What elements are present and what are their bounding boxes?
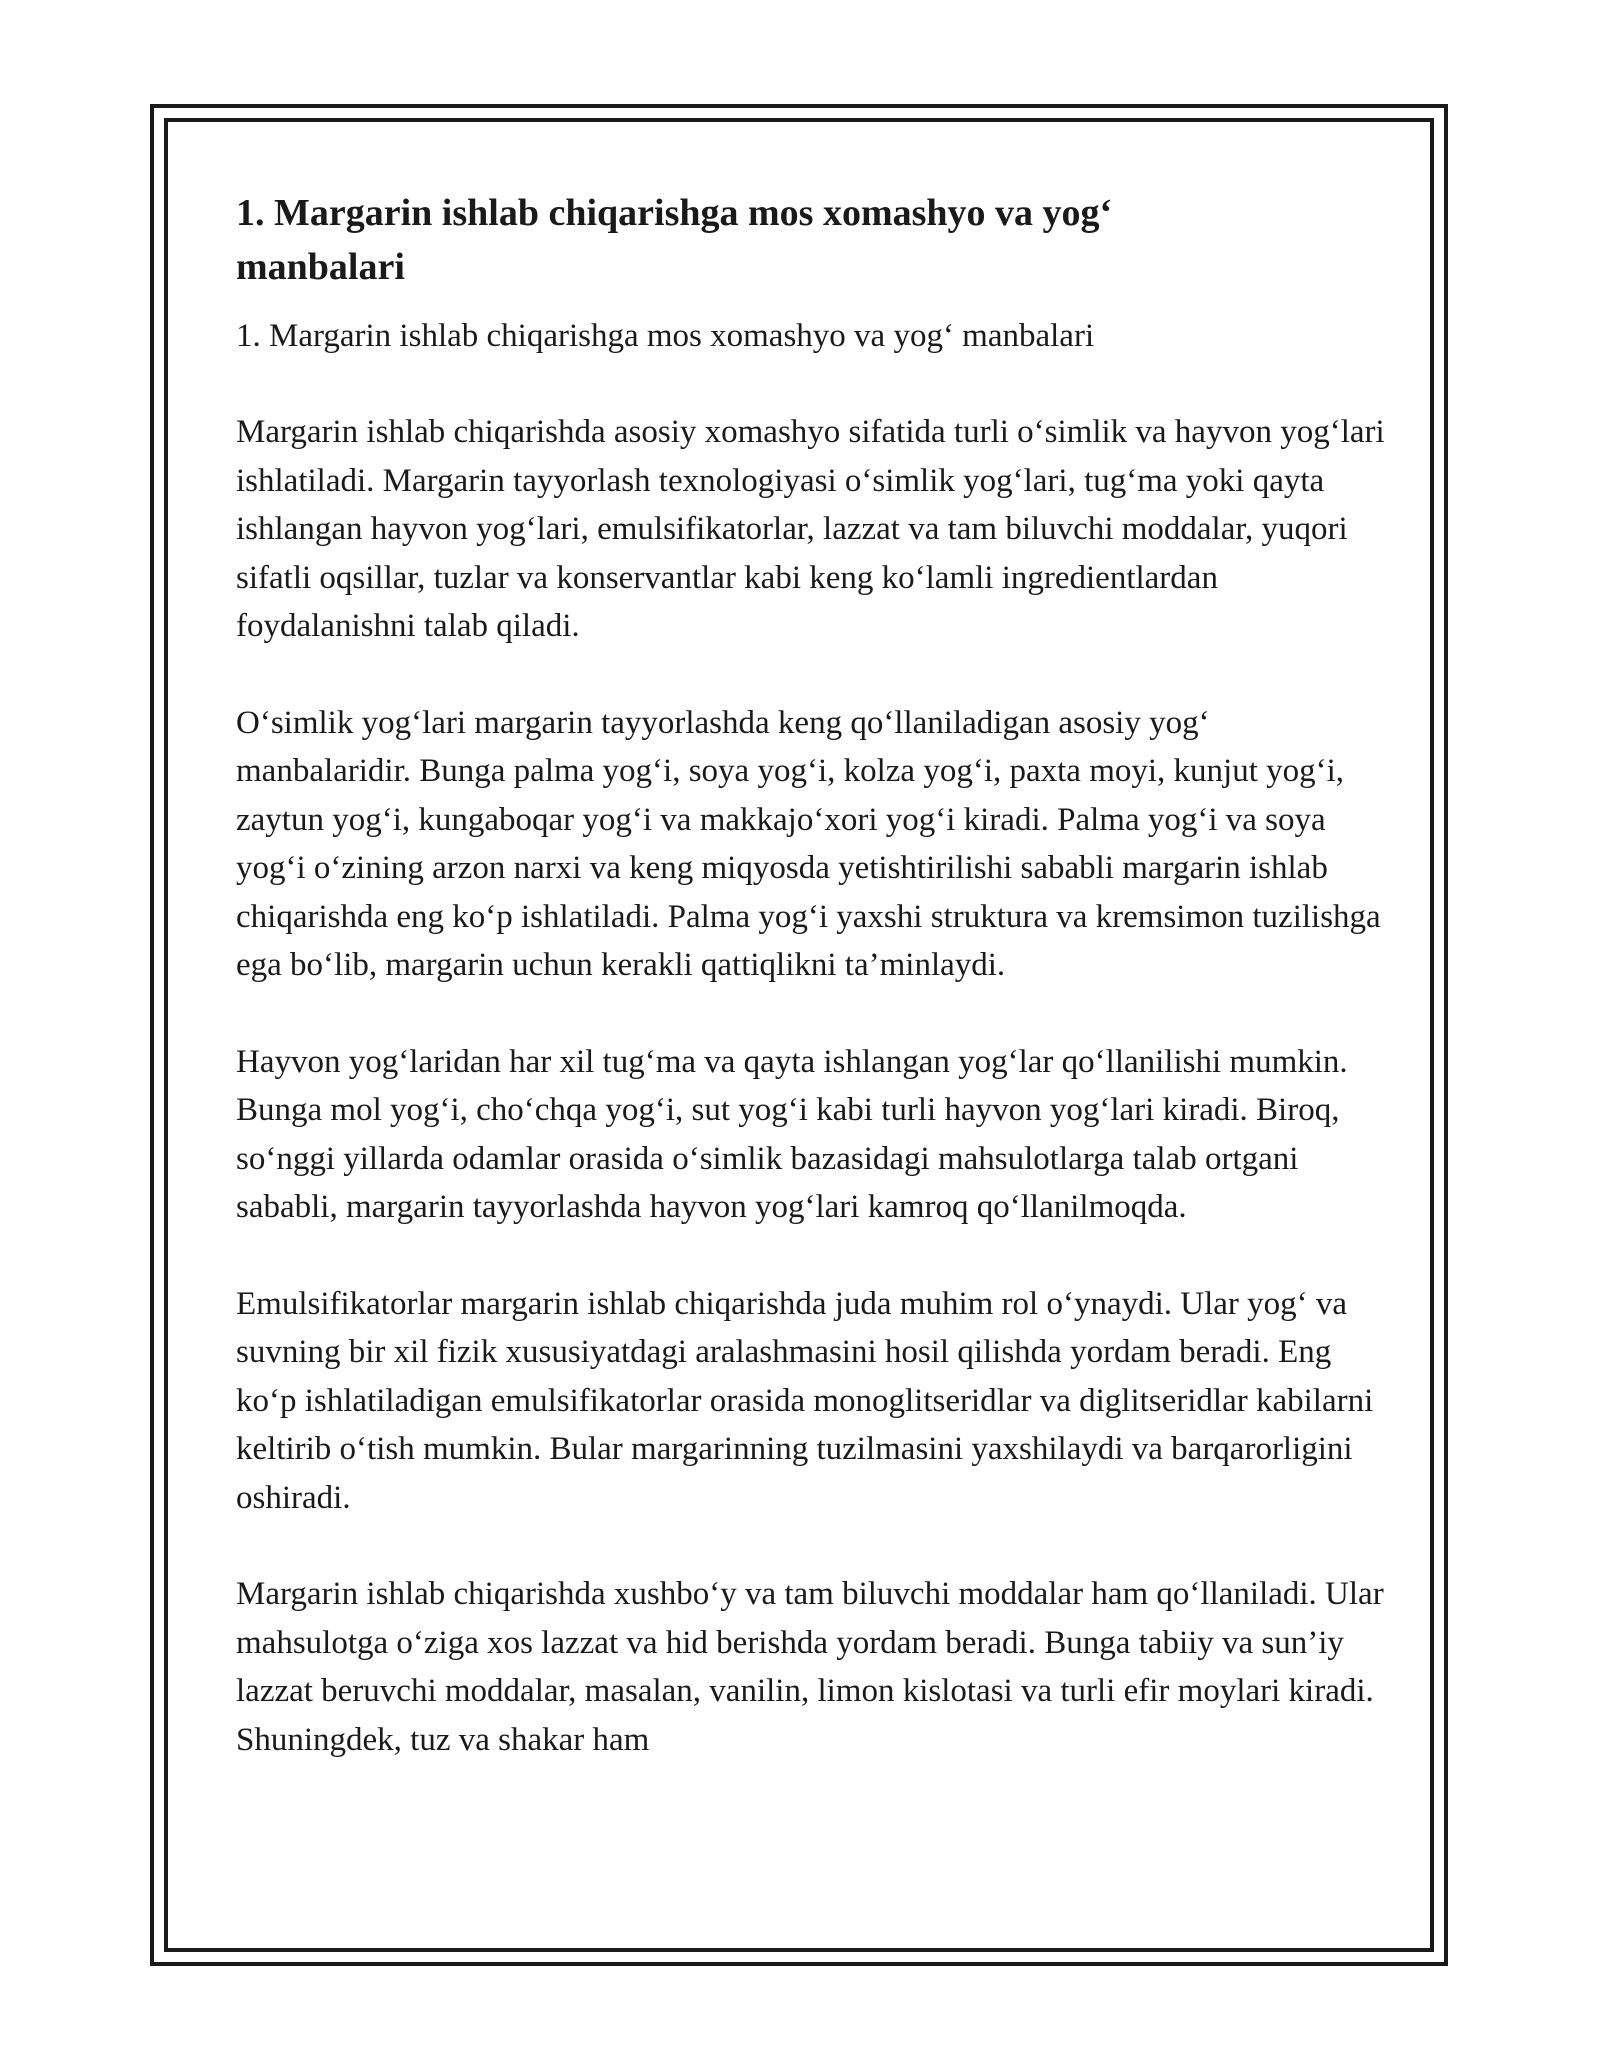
- document-subheading: 1. Margarin ishlab chiqarishga mos xomashyo va yog‘ manbalari: [236, 318, 1095, 354]
- paragraph-1: Margarin ishlab chiqarishda asosiy xomashyo sifatida turli o‘simlik va hayvon yog‘lari ishlatiladi. Margarin tayyorlash texnologiyasi o‘simlik yog‘lari, tug‘ma yoki qayta ishlangan hayvon yog‘lari, emulsifikatorlar, lazzat va tam biluvchi moddalar, yuqori sifatli oqsillar, tuzlar va konservantlar kabi keng ko‘lamli ingredientlardan foydalanishni talab qiladi.: [236, 414, 1385, 644]
- paragraph-3: Hayvon yog‘laridan har xil tug‘ma va qayta ishlangan yog‘lar qo‘llanilishi mumkin. Bunga mol yog‘i, cho‘chqa yog‘i, sut yog‘i kabi turli hayvon yog‘lari kiradi. Biroq, so‘nggi yillarda odamlar orasida o‘simlik bazasidagi mahsulotlarga talab ortgani sababli, margarin tayyorlashda hayvon yog‘lari kamroq qo‘llanilmoqda.: [236, 1043, 1348, 1225]
- document-body: [236, 186, 1386, 1764]
- paragraph-4: Emulsifikatorlar margarin ishlab chiqarishda juda muhim rol o‘ynaydi. Ular yog‘ va suvning bir xil fizik xususiyatdagi aralashmasini hosil qilishda yordam beradi. Eng ko‘p ishlatiladigan emulsifikatorlar orasida monoglitseridlar va diglitseridlar kabilarni keltirib o‘tish mumkin. Bular margarinning tuzilmasini yaxshilaydi va barqarorligini oshiradi.: [236, 1285, 1374, 1516]
- paragraph-2: O‘simlik yog‘lari margarin tayyorlashda keng qo‘llaniladigan asosiy yog‘ manbalaridir. Bunga palma yog‘i, soya yog‘i, kolza yog‘i, paxta moyi, kunjut yog‘i, zaytun yog‘i, kungaboqar yog‘i va makkajo‘xori yog‘i kiradi. Palma yog‘i va soya yog‘i o‘zining arzon narxi va keng miqyosda yetishtirilishi sababli margarin ishlab chiqarishda eng ko‘p ishlatiladi. Palma yog‘i yaxshi struktura va kremsimon tuzilishga ega bo‘lib, margarin uchun kerakli qattiqlikni ta’minlaydi.: [236, 704, 1381, 983]
- paragraph-5: Margarin ishlab chiqarishda xushbo‘y va tam biluvchi moddalar ham qo‘llaniladi. Ular mahsulotga o‘ziga xos lazzat va hid berishda yordam beradi. Bunga tabiiy va sun’iy lazzat beruvchi moddalar, masalan, vanilin, limon kislotasi va turli efir moylari kiradi. Shuningdek, tuz va shakar ham: [236, 1576, 1384, 1758]
- document-heading: 1. Margarin ishlab chiqarishga mos xomashyo va yog‘ manbalari: [236, 192, 1113, 288]
